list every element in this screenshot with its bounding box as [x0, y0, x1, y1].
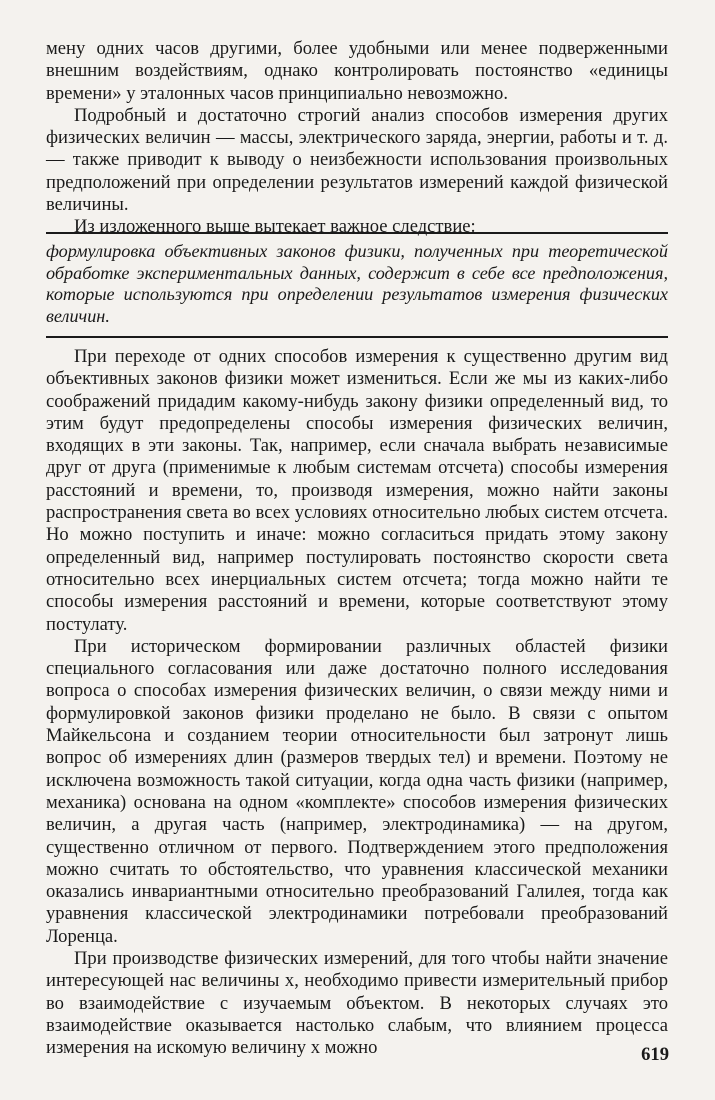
paragraph-historical: При историческом формировании различных областей физики специального согласования или даже достаточно полного исследования вопроса о способах измерения физических величин, о связи между ними и формулировкой законов физики проделано не было. В связи с опытом Майкельсона и созданием теории относительности был затронут лишь вопрос об измерениях длин (размеров твердых тел) и времени. Поэтому не исключена возможность такой ситуации, когда одна часть физики (например, механика) основана на одном «комплекте» способов измерения физических величин, а другая часть (например, электродинамика) — на другом, существенно отличном от первого. Подтверждением этого предположения можно считать то обстоятельство, что уравнения классической механики оказались инвариантными относительно преобразований Галилея, тогда как уравнения классической электродинамики потребовали преобразований Лоренца. [46, 635, 668, 947]
bottom-text-block [46, 346, 668, 1060]
boxed-statement-text: формулировка объективных законов физики, полученных при теоретической обработке экспериментальных данных, содержит в себе все предположения, которые используются при определении результатов измерения физических величин. [46, 241, 668, 326]
paragraph-analysis: Подробный и достаточно строгий анализ способов измерения других физических величин — массы, электрического заряда, энергии, работы и т. д. — также приводит к выводу о неизбежности использования произвольных предположений при определении результатов измерений каждой физической величины. [46, 104, 668, 216]
paragraph-continuation: мену одних часов другими, более удобными или менее подверженными внешним воздействиям, однако контролировать постоянство «единицы времени» у эталонных часов принципиально невозможно. [46, 38, 668, 104]
paragraph-interaction: При производстве физических измерений, для того чтобы найти значение интересующей нас величины x, необходимо привести измерительный прибор во взаимодействие с изучаемым объектом. В некоторых случаях это взаимодействие оказывается настолько слабым, что влиянием процесса измерения на искомую величину x можно [46, 948, 668, 1059]
paragraph-consequence-intro: Из изложенного выше вытекает важное следствие: [74, 216, 476, 238]
top-text-block [46, 38, 668, 239]
paragraph-measurement-methods: При переходе от одних способов измерения к существенно другим вид объективных законов физики может измениться. Если же мы из каких-либо соображений придадим какому-нибудь закону физики определенный вид, то этим будут предопределены способы измерения физических величин, входящих в эти законы. Так, например, если сначала выбрать независимые друг от друга (применимые к любым системам отсчета) способы измерения расстояний и времени, то, производя измерения, можно найти законы распространения света во всех условиях относительно любых систем отсчета. Но можно поступить и иначе: можно согласиться придать этому закону определенный вид, например постулировать постоянство скорости света относительно всех инерциальных систем отсчета; тогда можно найти те способы измерения расстояний и времени, которые соответствуют этому постулату. [46, 346, 668, 635]
boxed-statement [46, 232, 668, 338]
page-number: 619 [641, 1044, 669, 1065]
